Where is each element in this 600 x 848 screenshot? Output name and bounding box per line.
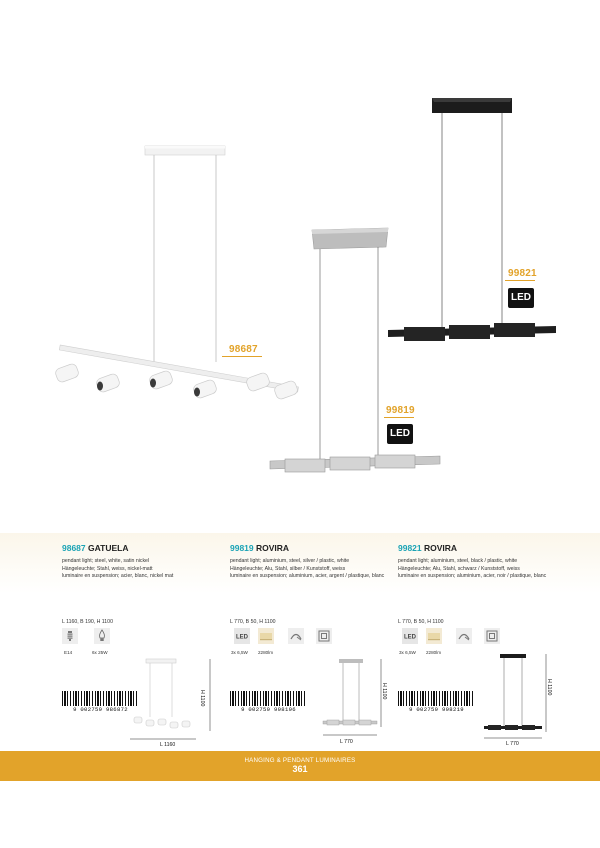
lumen-label: 2280lm	[426, 650, 442, 655]
height-label: H 1100	[381, 683, 387, 700]
led-icon	[234, 628, 250, 644]
product-name: ROVIRA	[256, 543, 290, 553]
product-column-99819	[230, 543, 408, 655]
wattage-label: 6x 25W	[92, 650, 108, 655]
wattage-label: 3x 6,5W	[231, 650, 248, 655]
hero-code-98687-underline	[222, 356, 262, 357]
protection-class-icon	[316, 628, 332, 644]
socket-label: E14	[64, 650, 73, 655]
beam-angle-icon	[288, 628, 304, 644]
lumen-label: 2280lm	[258, 650, 274, 655]
description-en: pendant light; aluminium, steel, silver / plastic, white	[230, 558, 350, 564]
hero-code-99821-underline	[505, 280, 535, 281]
hero-led-badge-99821: LED	[508, 288, 534, 308]
product-number: 99819	[230, 543, 254, 553]
description-fr: luminaire en suspension; aluminium, acier, noir / plastique, blanc	[398, 573, 547, 580]
height-label: H 1100	[546, 679, 552, 696]
description-en: pendant light; steel, white, satin nickel	[62, 558, 150, 564]
hero-code-98687: 98687	[229, 344, 258, 355]
barcode-number: 9 002759 998219	[409, 706, 464, 713]
length-label: L 1160	[160, 742, 176, 748]
product-title	[398, 543, 576, 553]
hero-code-99819-underline	[384, 417, 414, 418]
product-number: 99821	[398, 543, 422, 553]
product-title	[62, 543, 240, 553]
length-label: L 770	[340, 739, 353, 745]
barcode-bars	[230, 691, 307, 706]
height-label: H 1100	[199, 690, 205, 707]
description-en: pendant light; aluminium, steel, black / plastic, white	[398, 558, 518, 564]
svg-text:LED: LED	[404, 634, 416, 641]
product-description	[230, 558, 408, 581]
wattage-label: 3x 6,5W	[399, 650, 416, 655]
candle-bulb-icon	[94, 628, 110, 644]
rovira-black-dimension-drawing	[480, 650, 560, 750]
product-title	[230, 543, 408, 553]
length-label: L 770	[506, 741, 519, 747]
product-dimensions: L 770, B 50, H 1100	[398, 619, 444, 625]
page-footer	[0, 751, 600, 781]
barcode-number: 9 002759 998196	[241, 706, 296, 713]
barcode-98687	[62, 691, 139, 713]
warm-white-icon	[426, 628, 442, 644]
product-dimensions: L 1160, B 190, H 1100	[62, 619, 113, 625]
gatuela-lamp-image	[54, 146, 298, 400]
barcode-99819	[230, 691, 307, 713]
beam-angle-icon	[456, 628, 472, 644]
svg-text:LED: LED	[236, 634, 248, 641]
product-number: 98687	[62, 543, 86, 553]
description-fr: luminaire en suspension; acier, blanc, nickel mat	[62, 573, 174, 580]
description-fr: luminaire en suspension; aluminium, acier, argent / plastique, blanc	[230, 573, 385, 580]
product-description	[398, 558, 576, 581]
hero-code-99821: 99821	[508, 268, 537, 279]
footer-category: HANGING & PENDANT LUMINAIRES	[244, 757, 356, 764]
description-de: Hängeleuchte; Alu, Stahl, silber / Kunststoff, weiss	[230, 565, 346, 572]
e14-socket-icon	[62, 628, 78, 644]
product-dimensions: L 770, B 50, H 1100	[230, 619, 276, 625]
rovira-silver-dimension-drawing	[315, 655, 395, 750]
barcode-99821	[398, 691, 475, 713]
protection-class-icon	[484, 628, 500, 644]
barcode-number: 9 002759 986872	[73, 706, 128, 713]
product-column-99821	[398, 543, 576, 655]
description-de: Hängeleuchte; Stahl, weiss, nickel-matt	[62, 565, 153, 572]
product-name: ROVIRA	[424, 543, 458, 553]
led-icon	[402, 628, 418, 644]
rovira-silver-lamp-image	[270, 228, 440, 472]
barcode-bars	[62, 691, 139, 706]
hero-led-badge-99819: LED	[387, 424, 413, 444]
product-description	[62, 558, 240, 581]
barcode-bars	[398, 691, 475, 706]
product-name: GATUELA	[88, 543, 129, 553]
warm-white-icon	[258, 628, 274, 644]
hero-code-99819: 99819	[386, 405, 415, 416]
description-de: Hängeleuchte; Alu, Stahl, schwarz / Kunststoff, weiss	[398, 565, 520, 572]
page-number: 361	[292, 764, 308, 774]
